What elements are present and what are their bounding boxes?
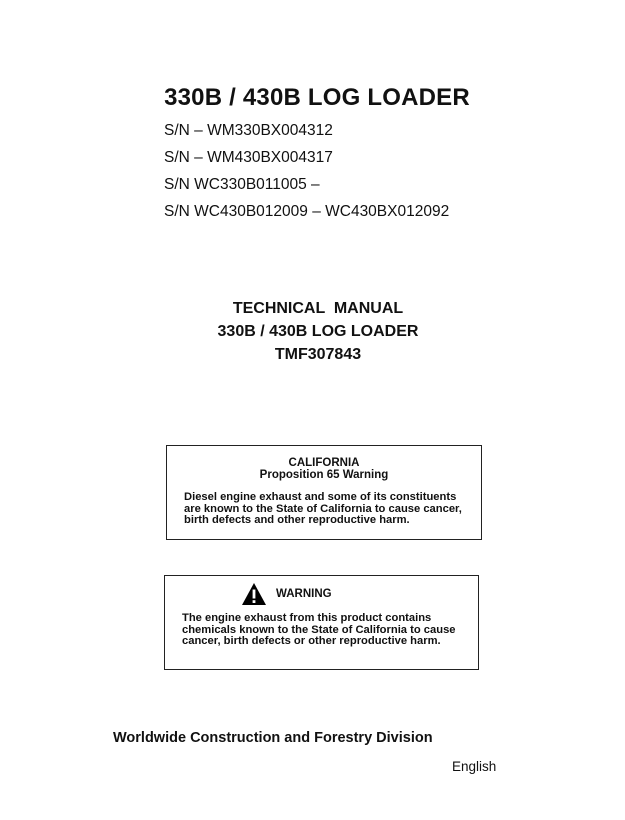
warning-line: birth defects and other reproductive harm. xyxy=(184,514,410,526)
california-warning-text xyxy=(184,492,475,527)
warning-line: Diesel engine exhaust and some of its constituents xyxy=(184,491,457,503)
warning-line: are known to the State of California to cause cancer, xyxy=(184,502,462,515)
warning-triangle-icon xyxy=(241,582,267,606)
serial-number-list xyxy=(164,121,449,229)
manual-type: TECHNICAL MANUAL xyxy=(232,300,404,317)
manual-info xyxy=(0,299,625,368)
serial-number: S/N – WM330BX004312 xyxy=(164,122,333,139)
serial-number: S/N WC330B011005 – xyxy=(164,176,320,193)
document-title: 330B / 430B LOG LOADER xyxy=(164,84,470,111)
division-name: Worldwide Construction and Forestry Division xyxy=(113,730,433,746)
exhaust-warning-box xyxy=(164,575,479,670)
proposition-heading: Proposition 65 Warning xyxy=(259,469,389,481)
warning-header xyxy=(241,582,332,606)
serial-number: S/N WC430B012009 – WC430BX012092 xyxy=(164,203,450,220)
california-heading: CALIFORNIA xyxy=(288,457,360,469)
exhaust-warning-text xyxy=(182,613,472,648)
california-warning-box xyxy=(166,445,482,540)
warning-heading: WARNING xyxy=(276,588,332,600)
warning-line: The engine exhaust from this product contains xyxy=(182,612,432,624)
serial-number: S/N – WM430BX004317 xyxy=(164,149,333,166)
manual-number: TMF307843 xyxy=(274,346,362,363)
manual-model: 330B / 430B LOG LOADER xyxy=(217,323,419,340)
language-label: English xyxy=(452,759,497,774)
warning-line: cancer, birth defects or other reproductive harm. xyxy=(182,635,441,647)
warning-line: chemicals known to the State of California to cause xyxy=(182,623,456,636)
